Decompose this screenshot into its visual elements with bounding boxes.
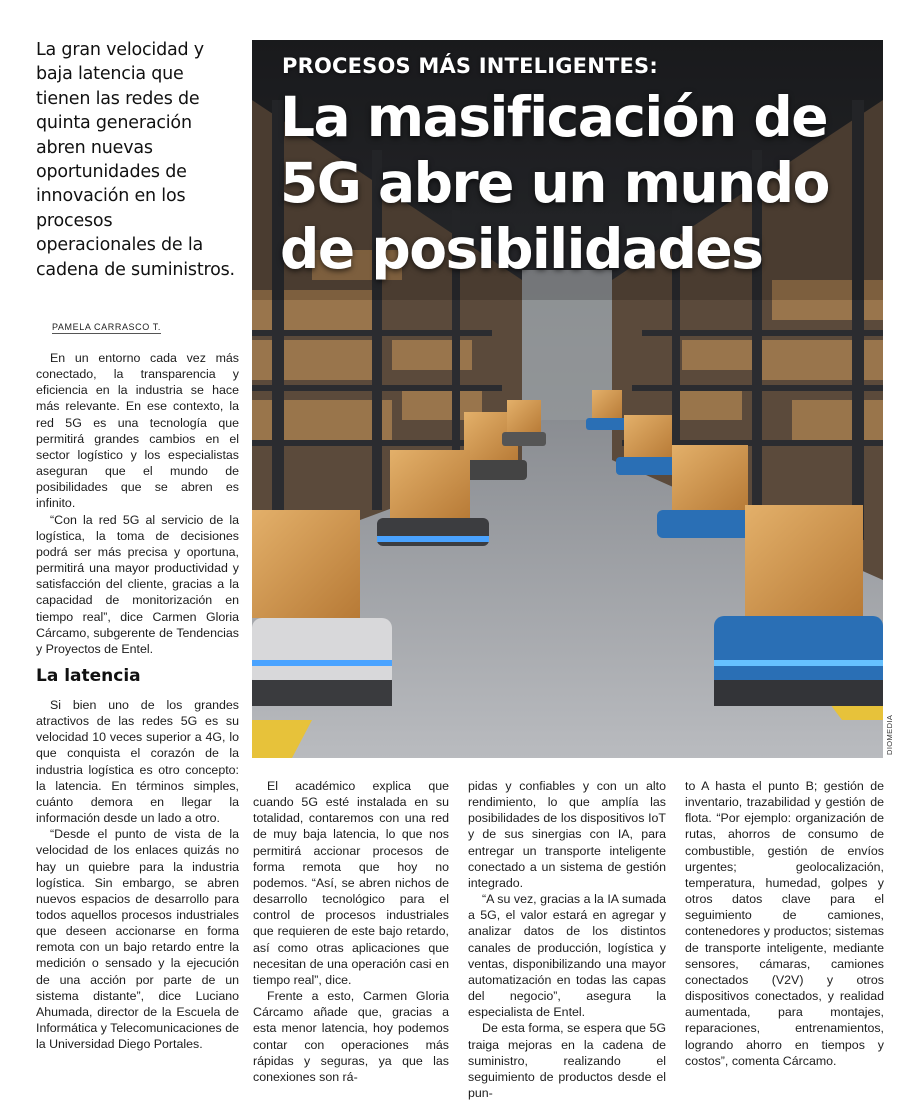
paragraph: “Desde el punto de vista de la velocidad de los enlaces quizás no hay un quiebre para la industria logística. Sin embargo, se abren nuevos espacios de desarrollo para todos aquellos procesos industriales que deseen accionarse en forma remota con un bajo retardo entre la medición o sensado y la ejecución de una acción por parte de un sistema distante”, dice Luciano Ahumada, director de la Escuela de Informática y Telecomunicaciones de la Universidad Diego Portales. (36, 827, 239, 1052)
paragraph: pidas y confiables y con un alto rendimiento, lo que amplía las posibilidades de los dispositivos IoT y de sus sinergias con IA, para entregar un transporte inteligente conectado a un sistema de gestión integrado. (468, 779, 666, 890)
article-column-4 (685, 778, 884, 1069)
article-column-1 (36, 350, 239, 1052)
paragraph: Frente a esto, Carmen Gloria Cárcamo añade que, gracias a esta menor latencia, hoy podemos contar con operaciones más rápidas y seguras, ya que las conexiones son rá- (253, 989, 449, 1084)
subheading: La latencia (36, 665, 141, 686)
paragraph: to A hasta el punto B; gestión de inventario, trazabilidad y gestión de flota. “Por ejemplo: organización de rutas, ahorros de consumo de combustible, gestión de envíos urgentes; geolocalización, temperatura, humedad, golpes y otros datos clave para el seguimiento de camiones, contenedores y productos; sistemas de transporte inteligente, mediante sensores, cámaras, camiones conectados (V2V) y otros dispositivos conectados, y realidad aumentada, para montajes, reparaciones, entrenamientos, logrando ahorro en tiempos y costos”, comenta Cárcamo. (685, 779, 884, 1068)
page-title: La masificación de 5G abre un mundo de posibilidades (280, 85, 829, 281)
article-column-3 (468, 778, 666, 1101)
lead-paragraph: La gran velocidad y baja latencia que tienen las redes de quinta generación abren nuevas oportunidades de innovación en los procesos operacionales de la cadena de suministros. (36, 40, 235, 280)
paragraph: Si bien uno de los grandes atractivos de las redes 5G es su velocidad 10 veces superior a 4G, lo que conquista el corazón de la industria logística es otro concepto: la latencia. En términos simples, cuánto demora en llegar la información desde un lado a otro. (36, 697, 239, 826)
byline: PAMELA CARRASCO T. (52, 322, 161, 332)
paragraph: “Con la red 5G al servicio de la logística, la toma de decisiones podrá ser más precisa y oportuna, permitirá una mayor productividad y satisfacción del cliente, gracias a la capacidad de monitorización en tiempo real”, dice Carmen Gloria Cárcamo, subgerente de Tendencias y Proyectos de Entel. (36, 512, 239, 656)
paragraph: El académico explica que cuando 5G esté instalada en su totalidad, contaremos con una red de muy baja latencia, lo que nos permitirá accionar procesos de forma remota que hoy no podemos. “Así, se abren nichos de desarrollo tecnológico para el control de procesos industriales que requieren de este bajo retardo, así como otras aplicaciones que necesitan de una operación casi en tiempo real”, dice. (253, 779, 449, 987)
paragraph: En un entorno cada vez más conectado, la transparencia y eficiencia en la industria se hace más relevante. En ese contexto, la red 5G es una tecnología que permitirá grandes cambios en el sector logístico y los especialistas aseguran que el mundo de posibilidades que se abren es infinito. (36, 351, 239, 511)
article-column-2 (253, 778, 449, 1085)
photo-credit: DIOMEDIA (885, 714, 894, 755)
hero-photo (252, 40, 883, 758)
paragraph: “A su vez, gracias a la IA sumada a 5G, el valor estará en agregar y analizar datos de los distintos canales de producción, logística y ventas, disponibilizando una mayor automatización en todas las capas del negocio”, asegura la especialista de Entel. (468, 892, 666, 1020)
paragraph: De esta forma, se espera que 5G traiga mejoras en la cadena de suministro, realizando el seguimiento de productos desde el pun- (468, 1021, 666, 1100)
headline-kicker: PROCESOS MÁS INTELIGENTES: (282, 54, 658, 78)
